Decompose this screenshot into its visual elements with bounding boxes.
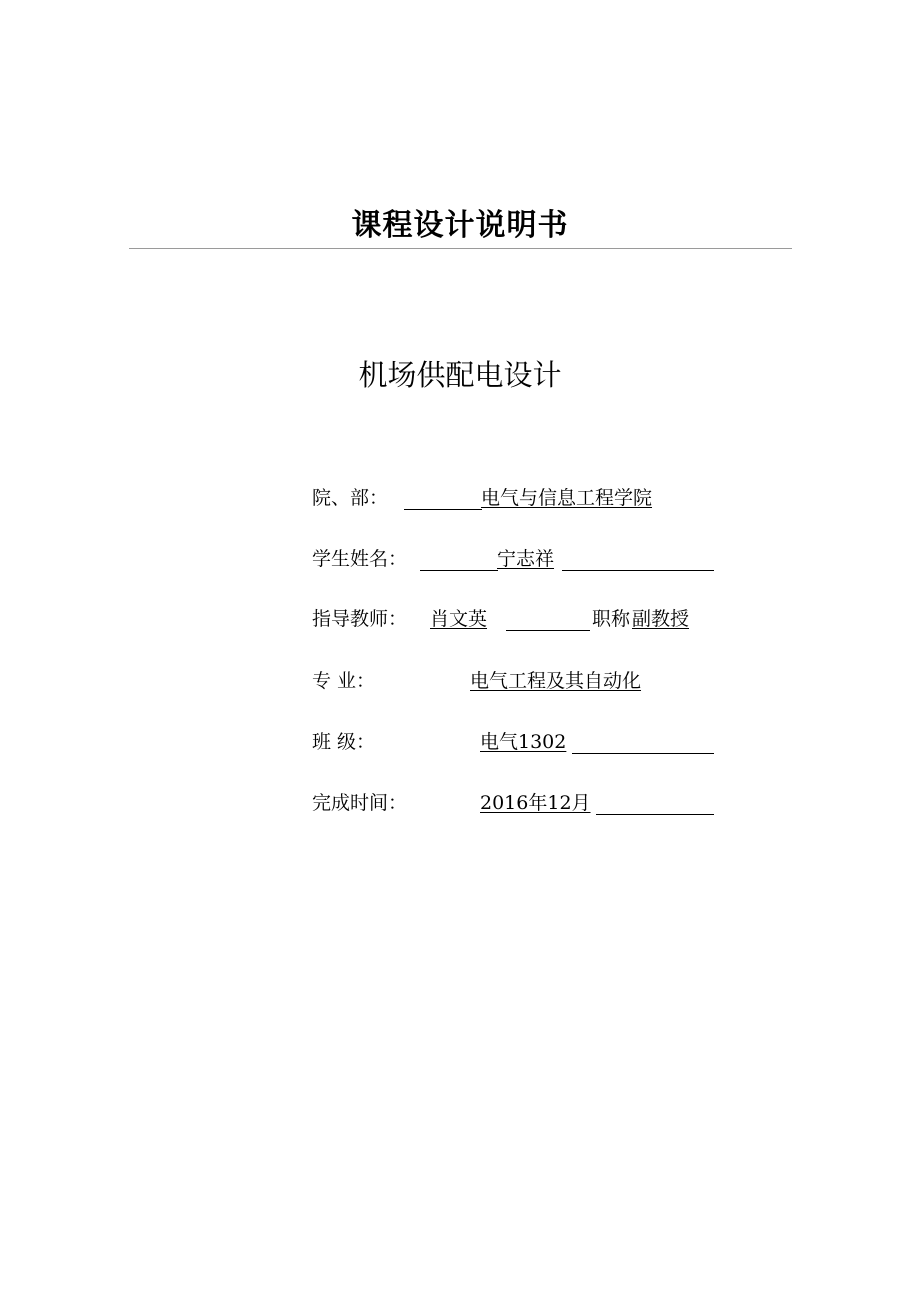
project-title: 机场供配电设计 [358, 358, 562, 392]
class-label: 班 级： [312, 731, 376, 753]
date-row [0, 788, 920, 818]
advisor-blank-line [506, 604, 590, 631]
student-blank-line-right [562, 544, 714, 571]
class-row [0, 727, 920, 757]
department-label: 院、部： [312, 487, 389, 509]
title-divider [129, 248, 792, 249]
advisor-label: 指导教师： [312, 608, 408, 630]
department-blank-line [404, 483, 482, 510]
student-blank-line-left [420, 544, 498, 571]
major-label: 专 业： [312, 670, 376, 692]
major-row [0, 666, 920, 696]
advisor-value: 肖文英 [430, 608, 488, 630]
class-value: 电气1302 [480, 731, 567, 753]
rank-value: 副教授 [632, 608, 690, 630]
student-row [0, 544, 920, 574]
document-title: 课程设计说明书 [351, 208, 569, 243]
class-blank-line [572, 727, 714, 754]
student-label: 学生姓名： [312, 548, 408, 570]
department-row [0, 483, 920, 513]
rank-label: 职称 [592, 608, 631, 630]
major-value: 电气工程及其自动化 [470, 670, 642, 692]
student-value: 宁志祥 [497, 548, 555, 570]
advisor-row [0, 604, 920, 634]
date-blank-line [596, 788, 714, 815]
department-value: 电气与信息工程学院 [481, 487, 653, 509]
date-value: 2016年12月 [480, 792, 591, 814]
date-label: 完成时间： [312, 792, 408, 814]
